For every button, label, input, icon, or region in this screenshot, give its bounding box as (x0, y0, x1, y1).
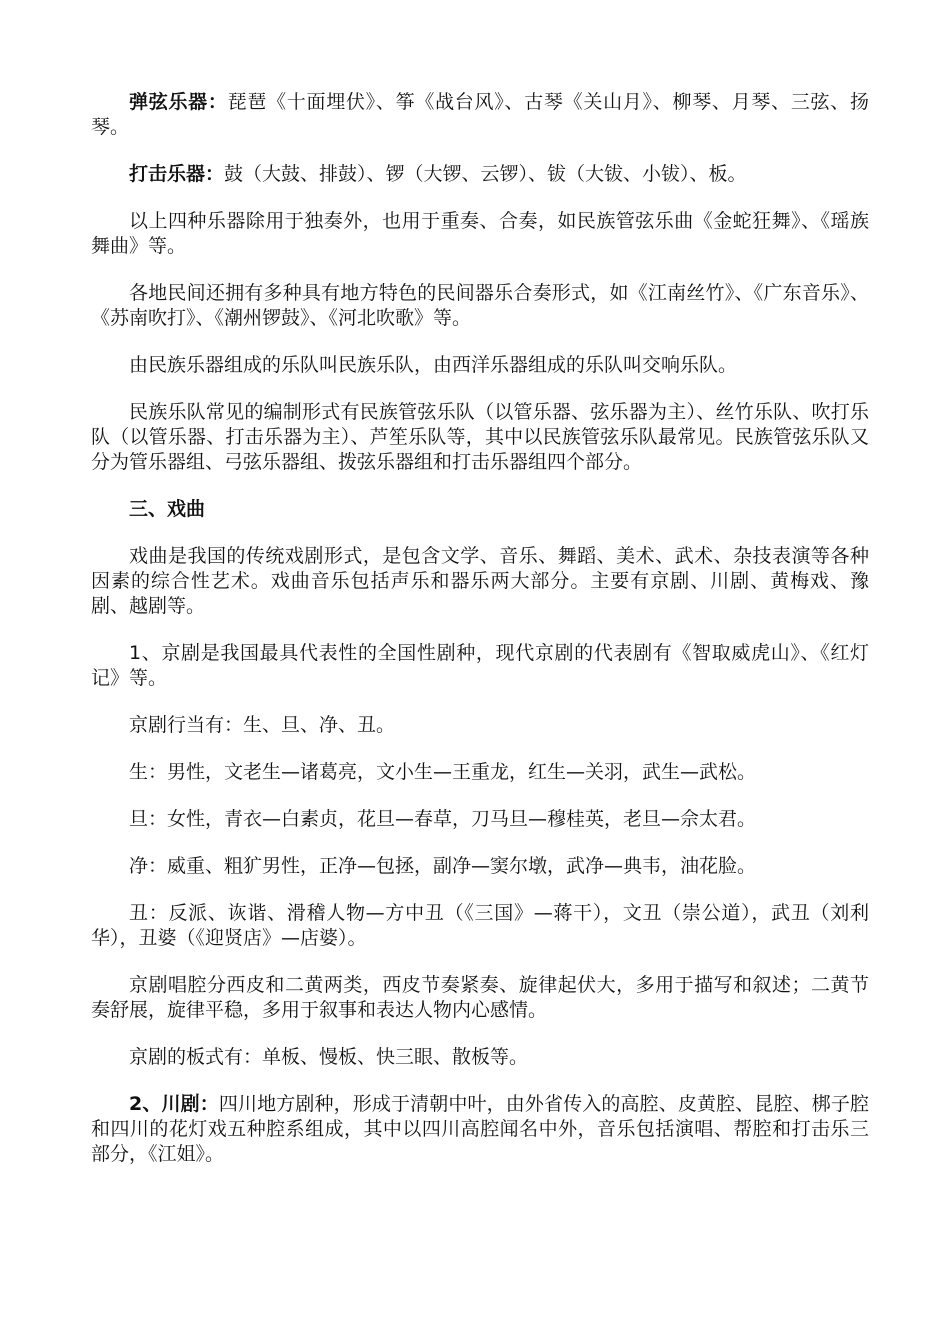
paragraph-lead: 2、川剧： (129, 1093, 219, 1115)
paragraph-vocal-styles (91, 973, 869, 1023)
paragraph-roles (91, 713, 869, 738)
paragraph-folk-ensembles (91, 281, 869, 331)
paragraph-text: 以上四种乐器除用于独奏外，也用于重奏、合奏，如民族管弦乐曲《金蛇狂舞》、《瑶族舞曲》等。 (91, 210, 869, 257)
paragraph-lead: 弹弦乐器： (129, 91, 228, 113)
paragraph-sichuan-opera (91, 1092, 869, 1167)
paragraph-ensemble-usage (91, 209, 869, 259)
paragraph-text: 京剧唱腔分西皮和二黄两类，西皮节奏紧奏、旋律起伏大，多用于描写和叙述；二黄节奏舒展，旋律平稳，多用于叙事和表达人物内心感情。 (91, 974, 869, 1021)
paragraph-text: 琵琶《十面埋伏》、筝《战台风》、古琴《关山月》、柳琴、月琴、三弦、扬琴。 (91, 91, 869, 138)
paragraph-text: 京剧行当有：生、旦、净、丑。 (129, 714, 396, 736)
paragraph-text: 由民族乐器组成的乐队叫民族乐队，由西洋乐器组成的乐队叫交响乐队。 (129, 354, 738, 376)
paragraph-text: 戏曲是我国的传统戏剧形式，是包含文学、音乐、舞蹈、美术、武术、杂技表演等各种因素的综合性艺术。戏曲音乐包括声乐和器乐两大部分。主要有京剧、川剧、黄梅戏、豫剧、越剧等。 (91, 545, 869, 617)
section-heading-opera (91, 497, 869, 522)
document-page (91, 90, 869, 1189)
paragraph-lead: 打击乐器： (129, 163, 225, 185)
paragraph-peking-opera (91, 641, 869, 691)
paragraph-role-sheng (91, 760, 869, 785)
paragraph-orchestra-types (91, 353, 869, 378)
paragraph-role-jing (91, 854, 869, 879)
paragraph-plucked-instruments (91, 90, 869, 140)
paragraph-opera-intro (91, 544, 869, 619)
paragraph-text: 民族乐队常见的编制形式有民族管弦乐队（以管乐器、弦乐器为主）、丝竹乐队、吹打乐队（以管乐器、打击乐器为主）、芦笙乐队等，其中以民族管弦乐队最常见。民族管弦乐队又分为管乐器组、弓弦乐器组、拨弦乐器组和打击乐器组四个部分。 (91, 401, 869, 473)
paragraph-role-chou (91, 901, 869, 951)
paragraph-percussion-instruments (91, 162, 869, 187)
paragraph-text: 各地民间还拥有多种具有地方特色的民间器乐合奏形式，如《江南丝竹》、《广东音乐》、《苏南吹打》、《潮州锣鼓》、《河北吹歌》等。 (91, 282, 869, 329)
paragraph-orchestra-formation (91, 400, 869, 475)
paragraph-text: 生：男性，文老生—诸葛亮，文小生—王重龙，红生—关羽，武生—武松。 (129, 761, 757, 783)
paragraph-text: 旦：女性，青衣—白素贞，花旦—春草，刀马旦—穆桂英，老旦—佘太君。 (129, 808, 757, 830)
paragraph-text: 四川地方剧种，形成于清朝中叶，由外省传入的高腔、皮黄腔、昆腔、梆子腔和四川的花灯戏五种腔系组成，其中以四川高腔闻名中外，音乐包括演唱、帮腔和打击乐三部分，《江姐》。 (91, 1093, 869, 1165)
paragraph-text: 1、京剧是我国最具代表性的全国性剧种，现代京剧的代表剧有《智取威虎山》、《红灯记》等。 (91, 642, 869, 689)
paragraph-text: 鼓（大鼓、排鼓）、锣（大锣、云锣）、钹（大钹、小钹）、板。 (224, 163, 747, 185)
paragraph-role-dan (91, 807, 869, 832)
paragraph-text: 京剧的板式有：单板、慢板、快三眼、散板等。 (129, 1046, 529, 1068)
paragraph-meter-types (91, 1045, 869, 1070)
paragraph-text: 净：威重、粗犷男性，正净—包拯，副净—窦尔墩，武净—典韦，油花脸。 (129, 855, 757, 877)
paragraph-text: 丑：反派、诙谐、滑稽人物—方中丑（《三国》—蒋干），文丑（崇公道），武丑（刘利华），丑婆（《迎贤店》—店婆）。 (91, 902, 869, 949)
section-heading-text: 三、戏曲 (129, 498, 206, 520)
